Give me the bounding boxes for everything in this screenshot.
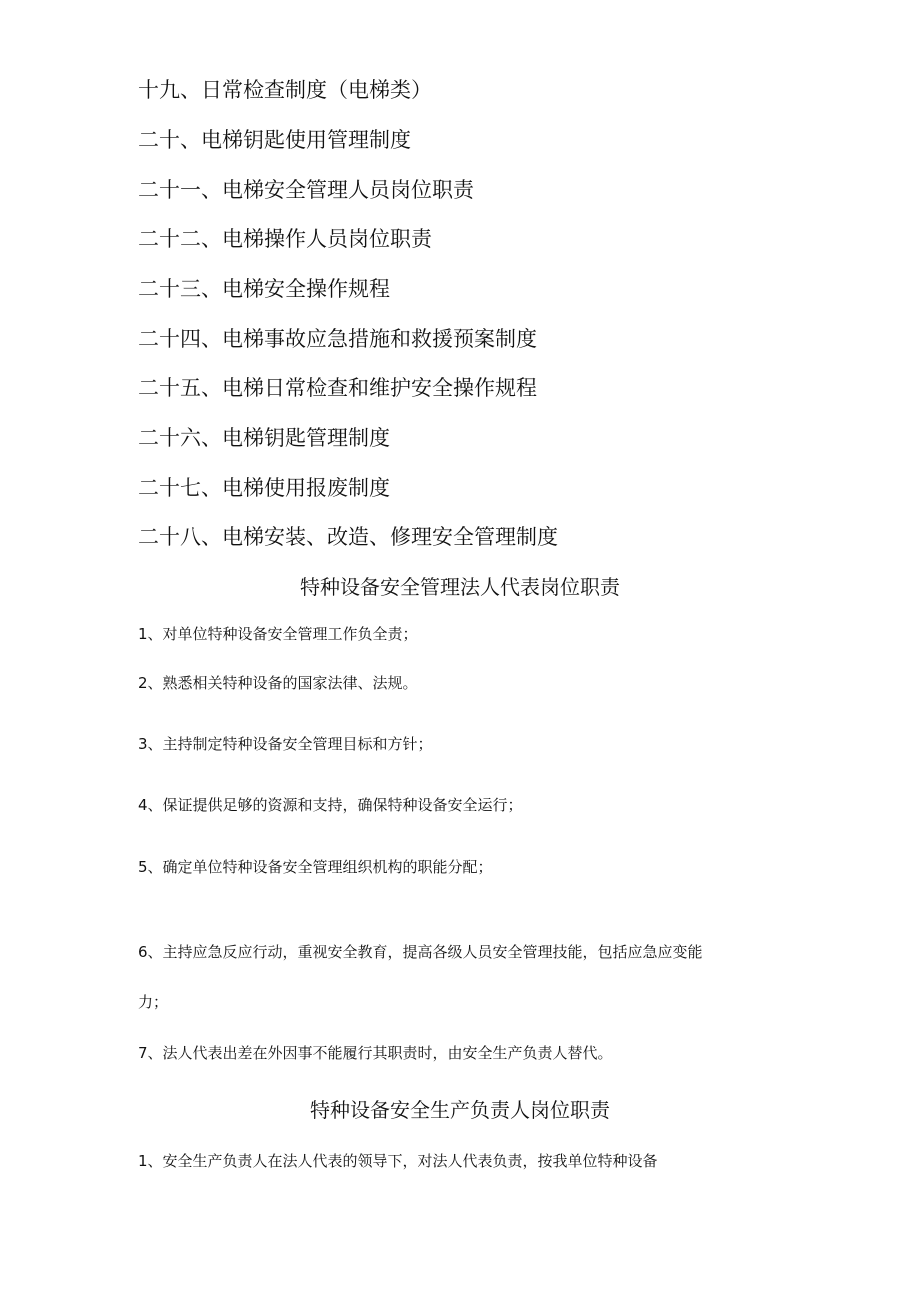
toc-item: 二十五、电梯日常检查和维护安全操作规程 (138, 376, 537, 400)
duty-item-continuation: 力； (138, 993, 169, 1011)
toc-item: 二十四、电梯事故应急措施和救援预案制度 (138, 327, 537, 351)
duty-item: 1、安全生产负责人在法人代表的领导下，对法人代表负责，按我单位特种设备 (138, 1152, 658, 1170)
toc-item: 二十八、电梯安装、改造、修理安全管理制度 (138, 525, 558, 549)
toc-item: 二十三、电梯安全操作规程 (138, 277, 390, 301)
toc-item: 二十六、电梯钥匙管理制度 (138, 426, 390, 450)
duty-item: 2、熟悉相关特种设备的国家法律、法规。 (138, 674, 418, 692)
duty-item: 7、法人代表出差在外因事不能履行其职责时，由安全生产负责人替代。 (138, 1044, 613, 1062)
toc-item: 二十七、电梯使用报废制度 (138, 476, 390, 500)
duty-item: 6、主持应急反应行动，重视安全教育，提高各级人员安全管理技能，包括应急应变能 (138, 943, 703, 961)
toc-item: 二十一、电梯安全管理人员岗位职责 (138, 178, 474, 202)
section-title: 特种设备安全生产负责人岗位职责 (310, 1098, 610, 1122)
toc-item: 十九、日常检查制度（电梯类） (138, 78, 432, 102)
duty-item: 3、主持制定特种设备安全管理目标和方针； (138, 735, 433, 753)
section-title: 特种设备安全管理法人代表岗位职责 (300, 575, 620, 599)
duty-item: 5、确定单位特种设备安全管理组织机构的职能分配； (138, 858, 493, 876)
duty-item: 1、对单位特种设备安全管理工作负全责； (138, 625, 418, 643)
toc-item: 二十二、电梯操作人员岗位职责 (138, 227, 432, 251)
toc-item: 二十、电梯钥匙使用管理制度 (138, 128, 411, 152)
duty-item: 4、保证提供足够的资源和支持，确保特种设备安全运行； (138, 796, 523, 814)
